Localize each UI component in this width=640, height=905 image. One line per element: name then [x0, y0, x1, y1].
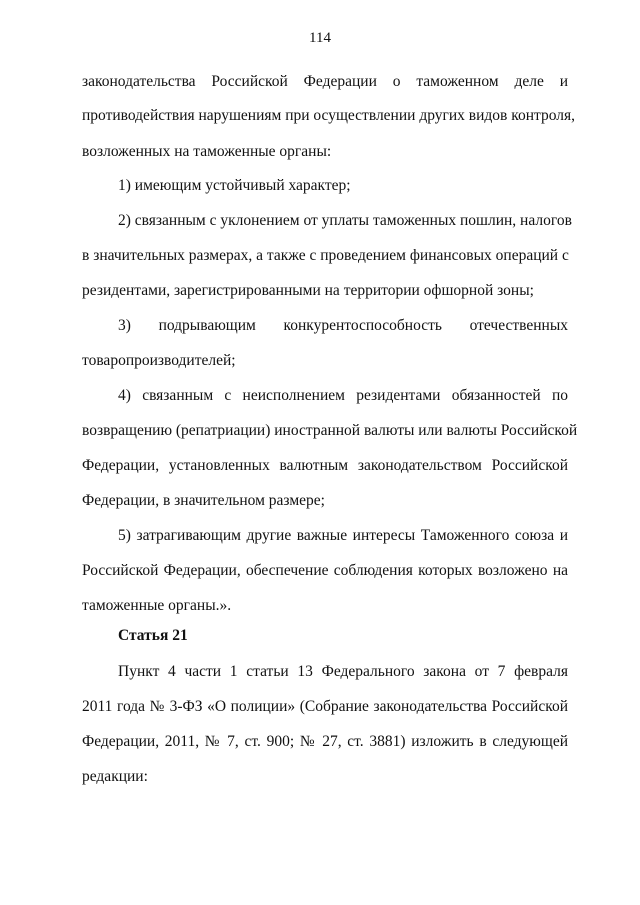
text-line: 3) подрывающим конкурентоспособность отечественных — [118, 317, 568, 334]
text-line: редакции: — [82, 768, 148, 785]
text-line: Федерации, 2011, № 7, ст. 900; № 27, ст. 3881) изложить в следующей — [82, 733, 568, 750]
text-line: товаропроизводителей; — [82, 352, 236, 369]
text-line: Российской Федерации, обеспечение соблюдения которых возложено на — [82, 562, 568, 579]
page-number: 114 — [309, 30, 331, 46]
text-line: 4) связанным с неисполнением резидентами обязанностей по — [118, 387, 568, 404]
text-line: 1) имеющим устойчивый характер; — [118, 177, 351, 194]
text-line: законодательства Российской Федерации о таможенном деле и — [82, 73, 568, 90]
text-line: возложенных на таможенные органы: — [82, 143, 332, 160]
text-line: возвращению (репатриации) иностранной валюты или валюты Российской — [82, 422, 578, 439]
text-line: таможенные органы.». — [82, 597, 232, 614]
text-line: Федерации, установленных валютным законодательством Российской — [82, 457, 568, 474]
article-heading: Статья 21 — [118, 627, 188, 644]
text-line: 2) связанным с уклонением от уплаты таможенных пошлин, налогов — [118, 212, 572, 229]
text-line: Пункт 4 части 1 статьи 13 Федерального закона от 7 февраля — [118, 663, 568, 680]
text-line: резидентами, зарегистрированными на территории офшорной зоны; — [82, 282, 534, 299]
text-line: в значительных размерах, а также с проведением финансовых операций с — [82, 247, 569, 264]
text-line: Федерации, в значительном размере; — [82, 492, 325, 509]
text-line: противодействия нарушениям при осуществлении других видов контроля, — [82, 107, 576, 124]
text-line: 5) затрагивающим другие важные интересы Таможенного союза и — [118, 527, 568, 544]
text-line: 2011 года № 3-ФЗ «О полиции» (Собрание законодательства Российской — [82, 698, 568, 715]
